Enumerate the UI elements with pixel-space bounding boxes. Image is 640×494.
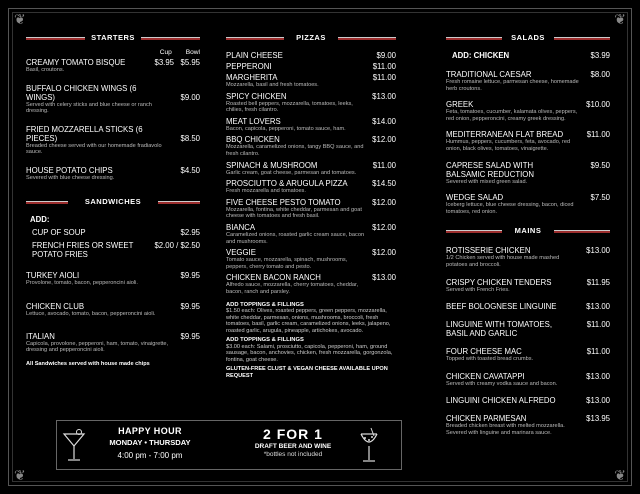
item-desc: 1/2 Chicken served with house made mashed potatoes and broccoli. [446, 255, 560, 268]
drink-glass-icon [356, 426, 382, 466]
item-name: VEGGIE [226, 248, 256, 258]
menu-item [26, 332, 200, 354]
toppings-note [226, 337, 396, 363]
item-name: PROSCIUTTO & ARUGULA PIZZA [226, 179, 348, 189]
item-price: $7.50 [590, 193, 610, 203]
item-desc: Served with celery sticks and blue cheese or ranch dressing. [26, 101, 152, 115]
pizza-list [226, 51, 396, 296]
corner-ornament-icon: ❦ [14, 11, 26, 27]
menu-item [446, 414, 610, 436]
menu-item [446, 320, 610, 338]
happy-hour-title: HAPPY HOUR [118, 426, 182, 436]
item-name: LINGUINE WITH TOMATOES, BASIL AND GARLIC [446, 320, 552, 339]
menu-item [226, 223, 396, 245]
menu-item [446, 302, 610, 311]
item-price: $12.00 [372, 135, 396, 145]
item-price: $13.95 [586, 414, 610, 424]
item-name: CAPRESE SALAD WITH BALSAMIC REDUCTION [446, 160, 534, 179]
item-name: BUFFALO CHICKEN WINGS (6 WINGS) [26, 83, 137, 102]
item-name: ADD: CHICKEN [452, 51, 510, 60]
item-desc: Severed with blue cheese dressing. [26, 174, 115, 181]
item-name: MARGHERITA [226, 73, 278, 82]
sandwiches-header [26, 196, 200, 209]
pizzas-header [226, 32, 396, 45]
section-title: SANDWICHES [84, 196, 142, 206]
item-name: CRISPY CHICKEN TENDERS [446, 277, 552, 287]
section-title: SALADS [511, 33, 545, 42]
corner-ornament-icon: ❦ [614, 11, 626, 27]
menu-item [26, 166, 200, 182]
menu-item [226, 51, 396, 60]
item-price: $11.00 [586, 320, 610, 330]
item-name: PLAIN CHEESE [226, 51, 283, 60]
item-name: GREEK [446, 100, 474, 110]
item-name: BEEF BOLOGNESE LINGUINE [446, 302, 557, 312]
item-price: $14.00 [372, 116, 396, 126]
item-price: $13.00 [586, 302, 610, 312]
item-name: WEDGE SALAD [446, 193, 504, 203]
item-desc: Severed with mixed green salad. [446, 178, 528, 185]
item-price: $9.95 [180, 302, 200, 312]
promo-title: 2 FOR 1 [263, 426, 323, 442]
item-price: $13.00 [372, 273, 396, 283]
item-name: BBQ CHICKEN [226, 135, 280, 145]
item-desc: Served with French Fries. [446, 286, 510, 293]
happy-hour-days: MONDAY • THURSDAY [109, 438, 191, 447]
item-name: SPICY CHICKEN [226, 91, 287, 101]
promo-note: *bottles not included [263, 451, 323, 458]
corner-ornament-icon: ❦ [614, 467, 626, 483]
item-price: $12.00 [372, 222, 396, 232]
menu-item [446, 246, 610, 268]
item-name: ITALIAN [26, 331, 55, 341]
item-desc: Lettuce, avocado, tomato, bacon, pepperoncini aioli. [26, 311, 156, 318]
item-price: $9.95 [180, 331, 200, 341]
menu-item [26, 58, 200, 74]
item-name: CHICKEN CAVATAPPI [446, 371, 525, 381]
item-desc: Fresh romaine lettuce, parmesan cheese, homemade herb croutons. [446, 79, 579, 92]
item-price: $11.00 [372, 73, 396, 82]
menu-item [446, 161, 610, 186]
menu-item [26, 302, 200, 318]
menu-item [226, 62, 396, 71]
item-price: $11.00 [586, 347, 610, 357]
mains-list [446, 246, 610, 436]
item-desc: Tomato sauce, mozzarella, spinach, mushrooms, peppers, cherry tomato and pesto. [226, 257, 348, 270]
item-name: ROTISSERIE CHICKEN [446, 246, 531, 256]
menu-item [226, 179, 396, 195]
item-desc: Breaded cheese served with our homemade fradiavolo sauce. [26, 142, 162, 156]
item-name: HOUSE POTATO CHIPS [26, 165, 113, 175]
item-desc: Iceberg lettuce, blue cheese dressing, bacon, diced tomatoes, red onion. [446, 202, 574, 215]
item-name: LINGUINI CHICKEN ALFREDO [446, 396, 556, 406]
menu-item [226, 92, 396, 114]
bowl-label: Bowl [185, 49, 200, 56]
item-name: FOUR CHEESE MAC [446, 347, 522, 357]
item-name: CHICKEN CLUB [26, 302, 85, 312]
cup-bowl-header [26, 49, 200, 56]
cup-label: Cup [159, 49, 172, 56]
item-price: $12.00 [372, 197, 396, 207]
item-price: $13.00 [586, 371, 610, 381]
add-on-item [446, 51, 610, 60]
corner-ornament-icon: ❦ [14, 467, 26, 483]
toppings-text: $1.50 each: Olives, roasted peppers, green peppers, mozzarella, white cheddar, parmesan, onions, mushrooms, broccoli, fresh tomatoes, basil, garlic cream, caramelized onions, leeks, jalapeno, roasted garlic, arugula, pineapple, artichokes, avocado. [226, 308, 391, 334]
salads-column [446, 30, 610, 446]
item-name: FIVE CHEESE PESTO TOMATO [226, 197, 341, 207]
item-desc: Feta, tomatoes, cucumber, kalamata olives, peppers, red onion, pepperoncini, creamy greek dressing. [446, 109, 578, 122]
pizzas-column [226, 30, 396, 379]
promo-line: DRAFT BEER AND WINE [254, 443, 332, 450]
salads-header [446, 32, 610, 45]
add-label: ADD: [30, 214, 50, 224]
item-desc: Mozzarella, caramelized onions, tangy BBQ sauce, and fresh cilantro. [226, 144, 364, 157]
section-title: MAINS [514, 226, 542, 236]
item-desc: Roasted bell peppers, mozzarella, tomatoes, leeks, chilies, fresh cilantro. [226, 100, 353, 114]
item-price: $13.00 [586, 396, 610, 406]
starters-column [26, 30, 200, 367]
item-desc: Served with creamy vodka sauce and bacon. [446, 380, 558, 387]
section-title: PIZZAS [296, 33, 326, 42]
item-desc: Mozzarella, fontina, white cheddar, parmesan and goat cheese with tomatoes and fresh basil. [226, 206, 362, 220]
toppings-title: ADD TOPPINGS & FILLINGS [226, 337, 304, 343]
item-desc: Garlic cream, goat cheese, parmesan and tomatoes. [226, 169, 357, 176]
menu-item [26, 125, 200, 156]
item-price: $9.50 [590, 160, 610, 170]
item-name: BIANCA [226, 222, 256, 232]
menu-item [446, 130, 610, 152]
menu-item [26, 271, 200, 287]
add-on-item [26, 241, 200, 259]
item-price: $9.00 [376, 51, 396, 60]
toppings-text: $3.00 each: Salami, prosciutto, capicola, pepperoni, ham, ground sausage, bacon, anchovies, chicken, fresh mozzarella, gorgonzola, fontina, goat cheese. [226, 343, 393, 363]
item-desc: Basil, croutons. [26, 67, 65, 73]
item-price: $8.00 [590, 70, 610, 79]
item-name: MEDITERRANEAN FLAT BREAD [446, 130, 564, 140]
item-price-bowl: $5.95 [180, 58, 200, 67]
item-name: FRENCH FRIES OR SWEET POTATO FRIES [32, 240, 134, 259]
toppings-title: ADD TOPPINGS & FILLINGS [226, 301, 304, 308]
item-name: TRADITIONAL CAESAR [446, 70, 532, 79]
item-price: $9.95 [180, 270, 200, 280]
menu-item [446, 193, 610, 215]
item-name: MEAT LOVERS [226, 116, 281, 126]
cocktail-glass-icon [62, 428, 86, 464]
two-for-one-promo [238, 426, 348, 458]
item-price: $9.00 [180, 92, 200, 102]
item-desc: Capicola, provolone, pepperoni, ham, tomato, vinaigrette, dressing and pepperoncini aioli. [26, 340, 169, 354]
item-desc: Fresh mozzarella and tomatoes. [226, 188, 306, 195]
item-name: CUP OF SOUP [32, 227, 86, 237]
item-price: $13.00 [586, 246, 610, 256]
item-price: $4.50 [180, 165, 200, 175]
menu-item [446, 372, 610, 388]
menu-item [226, 161, 396, 177]
item-price: $3.99 [590, 51, 610, 60]
item-desc: Bacon, capicola, pepperoni, tomato sauce, ham. [226, 125, 346, 132]
item-desc: Hummus, peppers, cucumbers, feta, avocado, red onion, black olives, tomatoes, vinaigrette. [446, 139, 571, 152]
menu-item [226, 117, 396, 133]
mains-header [446, 225, 610, 238]
menu-item [226, 135, 396, 157]
item-name: FRIED MOZZARELLA STICKS (6 PIECES) [26, 124, 143, 143]
item-price: $2.00 / $2.50 [154, 240, 200, 250]
menu-item [446, 278, 610, 294]
item-desc: Topped with toasted bread crumbs. [446, 356, 534, 363]
item-price: $10.00 [586, 100, 610, 110]
menu-item [446, 347, 610, 363]
item-name: PEPPERONI [226, 62, 272, 71]
item-name: TURKEY AIOLI [26, 270, 80, 280]
item-name: CHICKEN BACON RANCH [226, 273, 321, 283]
item-price: $2.95 [180, 227, 200, 237]
item-price: $8.50 [180, 133, 200, 143]
menu-item [226, 73, 396, 89]
menu-item [226, 248, 396, 270]
happy-hour [100, 426, 200, 460]
item-desc: Caramelized onions, roasted garlic cream sauce, bacon and mushrooms. [226, 231, 365, 245]
toppings-note [226, 302, 396, 335]
item-desc: Mozzarella, basil and fresh tomatoes. [226, 82, 319, 88]
starters-header [26, 32, 200, 45]
item-price: $11.00 [372, 62, 396, 71]
item-price: $11.95 [586, 277, 610, 287]
item-name: CREAMY TOMATO BISQUE [26, 58, 126, 67]
item-price: $3.95 [154, 58, 174, 67]
item-price: $12.00 [372, 248, 396, 258]
menu-item [446, 70, 610, 92]
item-price: $11.00 [586, 130, 610, 140]
item-price: $11.00 [372, 160, 396, 170]
gluten-free-note: GLUTEN-FREE CLUST & VEGAN CHEESE AVAILABLE UPON REQUEST [226, 366, 388, 379]
menu-item [226, 273, 396, 295]
item-desc: Provolone, tomato, bacon, pepperoncini aioli. [26, 279, 138, 286]
item-name: SPINACH & MUSHROOM [226, 160, 318, 170]
menu-item [446, 100, 610, 122]
item-name: CHICKEN PARMESAN [446, 414, 527, 424]
item-desc: Breaded chicken breast with melted mozzarella. Severed with linguine and marinara sauce. [446, 423, 565, 436]
happy-hour-time: 4:00 pm - 7:00 pm [117, 451, 183, 460]
menu-item [26, 84, 200, 115]
sandwich-note: All Sandwiches served with house made chips [26, 360, 150, 367]
menu-item [446, 396, 610, 405]
add-on-item [26, 228, 200, 237]
section-title: STARTERS [91, 33, 135, 42]
item-price: $13.00 [372, 91, 396, 101]
item-desc: Alfredo sauce, mozzarella, cherry tomatoes, cheddar, bacon, ranch and parsley. [226, 282, 359, 295]
menu-item [226, 198, 396, 220]
salad-list [446, 70, 610, 215]
item-price: $14.50 [372, 179, 396, 189]
